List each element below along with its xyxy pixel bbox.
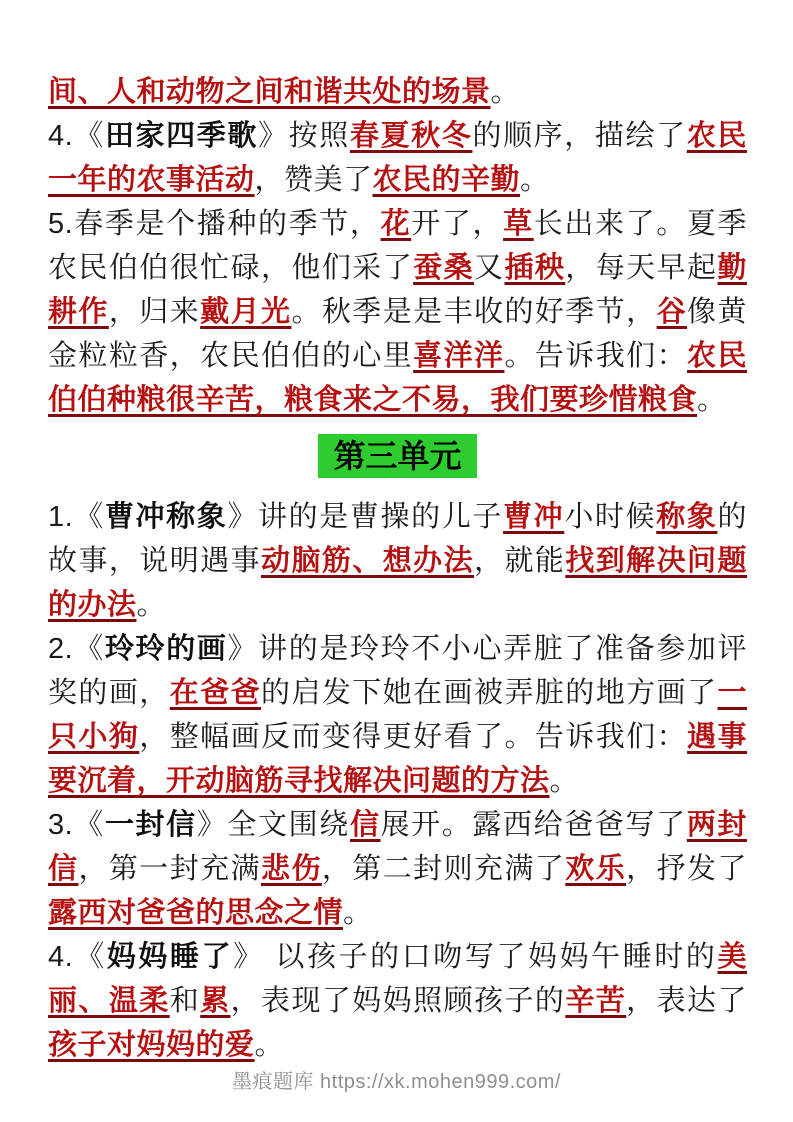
text-run: 。 xyxy=(490,76,521,108)
key-phrase-underlined: 在爸爸 xyxy=(169,677,262,709)
key-phrase-underlined: 遇事要沉着，开动脑筋寻找解决问题的方法 xyxy=(48,721,747,797)
key-phrase-underlined: 美丽、温柔 xyxy=(48,941,747,1017)
section-header-unit3 xyxy=(48,434,747,485)
text-run: 又 xyxy=(474,252,505,284)
text-run: 。 xyxy=(254,1029,285,1061)
text-run: 。 xyxy=(549,765,580,797)
text-run: ，归来 xyxy=(108,296,201,328)
key-phrase-underlined: 露西对爸爸的思念之情 xyxy=(48,897,344,929)
text-run: 5.春季是个播种的季节， xyxy=(48,208,381,240)
text-run: 4.《 xyxy=(48,941,107,973)
para-unit3-item2 xyxy=(48,627,747,803)
book-title: 田家四季歌 xyxy=(104,120,259,152)
text-run: 》讲的是玲玲不小心弄脏了准备参加评奖的画， xyxy=(48,633,747,709)
key-phrase-underlined: 欢乐 xyxy=(565,853,627,885)
text-run: 展开。露西给爸爸写了 xyxy=(380,809,687,841)
book-title: 妈妈睡了 xyxy=(106,941,234,973)
text-run: 2.《 xyxy=(48,633,105,665)
text-run: 和 xyxy=(169,985,201,1017)
text-run: 。 xyxy=(697,384,727,416)
key-phrase-underlined: 信 xyxy=(349,809,381,841)
para-unit3-item4 xyxy=(48,935,747,1067)
key-phrase-underlined: 喜洋洋 xyxy=(413,340,505,372)
text-run: 。 xyxy=(520,164,550,196)
text-run: 。秋季是是丰收的好季节， xyxy=(291,296,657,328)
text-run: ，整幅画反而变得更好看了。告诉我们： xyxy=(139,721,688,753)
text-run: 长出来了。夏季农民伯伯很忙碌，他们采了 xyxy=(48,208,747,284)
key-phrase-underlined: 辛苦 xyxy=(565,985,627,1017)
key-phrase-underlined: 春夏秋冬 xyxy=(349,120,473,152)
key-phrase-underlined: 农民伯伯种粮很辛苦，粮食来之不易，我们要珍惜粮食 xyxy=(48,340,747,416)
key-phrase-underlined: 间、人和动物之间和谐共处的场景 xyxy=(48,76,491,108)
para-unit2-item3-tail xyxy=(48,70,747,114)
key-phrase-underlined: 戴月光 xyxy=(200,296,292,328)
key-phrase-underlined: 勤耕作 xyxy=(48,252,747,328)
text-run: 的故事，说明遇事 xyxy=(48,501,747,577)
text-run: ，表现了妈妈照顾孩子的 xyxy=(230,985,566,1017)
footer-site-label: 墨痕题库 xyxy=(231,1071,314,1093)
text-run: 》讲的是曹操的儿子 xyxy=(227,501,504,533)
key-phrase-underlined: 两封信 xyxy=(48,809,747,885)
text-run: 》全文围绕 xyxy=(196,809,350,841)
key-phrase-underlined: 一只小狗 xyxy=(48,677,747,753)
key-phrase-underlined: 谷 xyxy=(656,296,688,328)
para-unit3-item3 xyxy=(48,803,747,935)
key-phrase-underlined: 农民的辛勤 xyxy=(372,164,521,196)
text-run: ，第一封充满 xyxy=(78,853,262,885)
key-phrase-underlined: 农民一年的农事活动 xyxy=(48,120,747,196)
text-run: 》 以孩子的口吻写了妈妈午睡时的 xyxy=(233,941,718,973)
text-run: ，赞美了 xyxy=(254,164,373,196)
para-unit3-item1 xyxy=(48,495,747,627)
para-unit2-item5 xyxy=(48,202,747,422)
book-title: 曹冲称象 xyxy=(104,501,228,533)
text-run: 4.《 xyxy=(48,120,105,152)
text-run: 的启发下她在画被弄脏的地方画了 xyxy=(261,677,718,709)
text-run: 的顺序，描绘了 xyxy=(472,120,687,152)
text-run: 小时候 xyxy=(564,501,657,533)
text-run: 开了， xyxy=(411,208,504,240)
key-phrase-underlined: 悲伤 xyxy=(261,853,322,885)
key-phrase-underlined: 蚕桑 xyxy=(413,252,474,284)
key-phrase-underlined: 花 xyxy=(380,208,412,240)
key-phrase-underlined: 称象 xyxy=(656,501,718,533)
para-unit2-item4 xyxy=(48,114,747,202)
text-run: 。 xyxy=(136,589,167,621)
key-phrase-underlined: 插秧 xyxy=(504,252,566,284)
text-run: 。 xyxy=(343,897,373,929)
paragraph-list xyxy=(48,70,747,1067)
text-run: 》按照 xyxy=(258,120,350,152)
text-run: 。告诉我们： xyxy=(504,340,688,372)
text-run: ，抒发了 xyxy=(626,853,747,885)
document-content xyxy=(48,70,747,1067)
key-phrase-underlined: 累 xyxy=(200,985,231,1017)
text-run: ，第二封则充满了 xyxy=(321,853,566,885)
page-footer xyxy=(0,1065,793,1094)
key-phrase-underlined: 动脑筋、想办法 xyxy=(261,545,475,577)
text-run: ，就能 xyxy=(474,545,566,577)
footer-url: https://xk.mohen999.com/ xyxy=(320,1071,562,1093)
text-run: 像黄金粒粒香，农民伯伯的心里 xyxy=(48,296,747,372)
key-phrase-underlined: 孩子对妈妈的爱 xyxy=(48,1029,255,1061)
key-phrase-underlined: 找到解决问题的办法 xyxy=(48,545,747,621)
text-run: 1.《 xyxy=(48,501,105,533)
key-phrase-underlined: 曹冲 xyxy=(503,501,565,533)
text-run: 3.《 xyxy=(48,809,105,841)
key-phrase-underlined: 草 xyxy=(503,208,534,240)
section-header-label: 第三单元 xyxy=(318,434,476,478)
book-title: 一封信 xyxy=(104,809,197,841)
text-run: ，表达了 xyxy=(626,985,747,1017)
text-run: ，每天早起 xyxy=(565,252,718,284)
book-title: 玲玲的画 xyxy=(104,633,228,665)
